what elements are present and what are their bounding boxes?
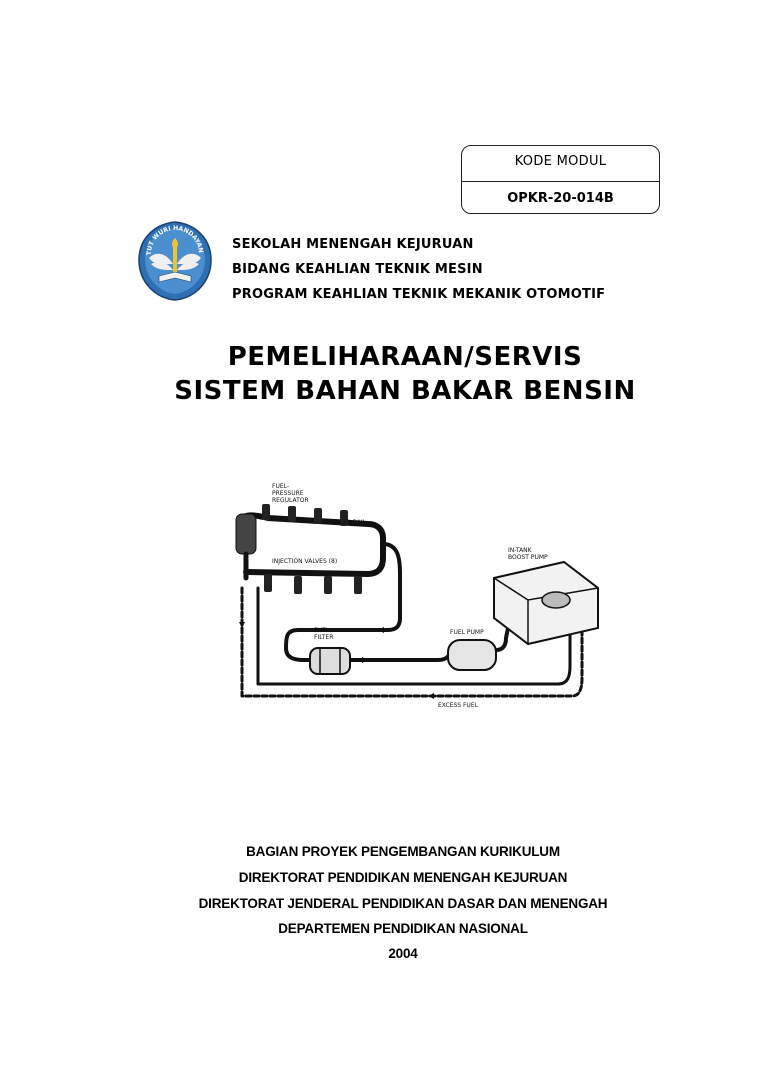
label-boost-pump-1: IN-TANK	[508, 547, 532, 554]
footer-line-2: DIREKTORAT PENDIDIKAN MENENGAH KEJURUAN	[238, 870, 568, 885]
school-line-2: BIDANG KEAHLIAN TEKNIK MESIN	[232, 262, 483, 277]
footer-year: 2004	[388, 946, 418, 961]
title-line-2: SISTEM BAHAN BAKAR BENSIN	[174, 376, 636, 406]
label-boost-pump-2: BOOST PUMP	[508, 554, 548, 561]
title-line-1: PEMELIHARAAN/SERVIS	[227, 342, 583, 372]
label-excess-fuel: EXCESS FUEL	[438, 702, 478, 709]
module-code-box	[461, 145, 660, 214]
school-line-3: PROGRAM KEAHLIAN TEKNIK MEKANIK OTOMOTIF	[232, 287, 606, 302]
school-info	[232, 232, 605, 307]
tut-wuri-handayani-logo	[137, 220, 213, 302]
school-line-1: SEKOLAH MENENGAH KEJURUAN	[232, 237, 474, 252]
label-fuel-filter-2: FILTER	[314, 634, 334, 641]
label-regulator-2: PRESSURE	[272, 490, 304, 497]
label-fuel-filter-1: FUEL	[314, 627, 329, 634]
fuel-system-diagram	[228, 478, 600, 710]
label-fuel-rail: FUEL RAIL	[336, 519, 367, 526]
footer-line-3: DIREKTORAT JENDERAL PENDIDIKAN DASAR DAN MENENGAH	[198, 896, 608, 911]
label-injection-valves: INJECTION VALVES (8)	[272, 558, 338, 565]
module-code-label: KODE MODUL	[462, 146, 659, 182]
label-fuel-pump: FUEL PUMP	[450, 629, 484, 636]
footer-line-4: DEPARTEMEN PENDIDIKAN NASIONAL	[278, 921, 528, 936]
label-regulator-3: REGULATOR	[272, 497, 309, 504]
logo-text: TUT WURI HANDAYAN	[145, 224, 205, 256]
footer-line-1: BAGIAN PROYEK PENGEMBANGAN KURIKULUM	[246, 844, 560, 859]
module-code-value: OPKR-20-014B	[507, 191, 614, 206]
label-regulator-1: FUEL-	[272, 483, 290, 490]
